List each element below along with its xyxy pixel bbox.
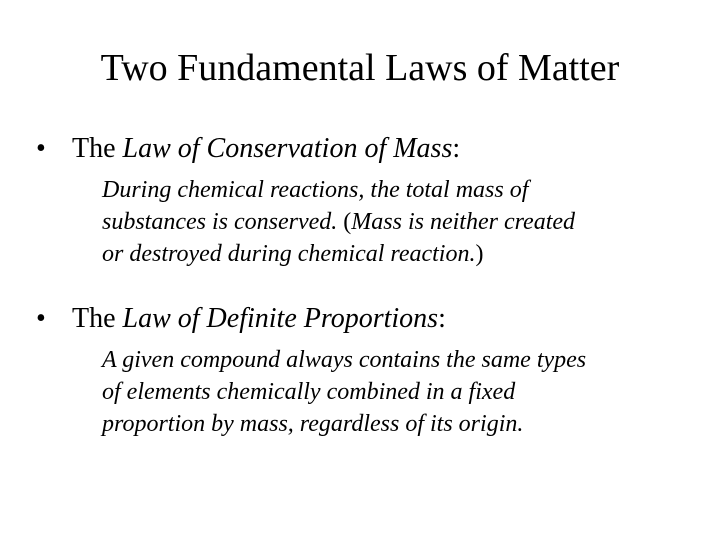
bullet-suffix: :: [438, 303, 446, 334]
slide-title: Two Fundamental Laws of Matter: [100, 47, 620, 89]
bullet-icon: •: [36, 303, 46, 334]
bullet-icon: •: [36, 133, 46, 164]
bullet-suffix: :: [452, 133, 461, 164]
bullet-prefix: The: [72, 303, 123, 334]
close-parenthesis: ): [475, 241, 484, 267]
description-line: A given compound always contains the same types: [102, 347, 587, 373]
law-description: [102, 174, 702, 270]
law-description: [102, 344, 702, 440]
bullet-prefix: The: [72, 133, 123, 164]
bullet-conservation-of-mass: [36, 132, 460, 166]
description-text: Mass is neither created: [351, 209, 576, 235]
description-text: or destroyed during chemical reaction.: [102, 241, 476, 267]
description-line: proportion by mass, regardless of its origin.: [102, 411, 524, 437]
description-line: [102, 238, 702, 270]
description-line: of elements chemically combined in a fixed: [102, 379, 516, 405]
description-line: During chemical reactions, the total mass of: [102, 177, 529, 203]
open-parenthesis: (: [343, 209, 352, 235]
law-name: Law of Definite Proportions: [122, 303, 439, 334]
bullet-definite-proportions: [36, 302, 446, 336]
description-text: substances is conserved.: [102, 209, 344, 235]
description-line: [102, 206, 702, 238]
law-name: Law of Conservation of Mass: [122, 133, 453, 164]
